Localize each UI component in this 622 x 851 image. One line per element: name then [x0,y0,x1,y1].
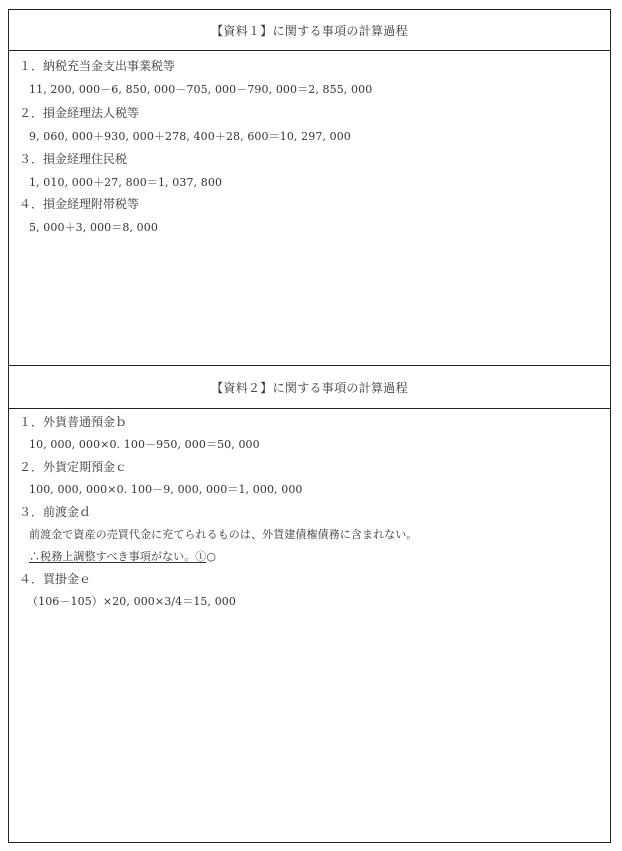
item-label: ２．外貨定期預金ｃ [19,460,128,474]
calc-line: 100, 000, 000×0. 100－9, 000, 000＝1, 000, 000 [29,483,303,496]
calc-line: 11, 200, 000－6, 850, 000－705, 000－790, 000＝2, 855, 000 [29,83,373,96]
item-label: ２．損金経理法人税等 [19,106,140,120]
calc-line: 9, 060, 000＋930, 000＋278, 400＋28, 600＝10, 297, 000 [29,130,351,143]
score-mark: ○ [206,550,217,563]
item-label: １．外貨普通預金ｂ [19,415,128,429]
item-label: ４．損金経理附帯税等 [19,197,140,211]
section-2-title: 【資料２】に関する事項の計算過程 [9,366,610,409]
calc-line: 5, 000＋3, 000＝8, 000 [29,221,158,234]
note-line [29,550,216,564]
calc-line: 前渡金で資産の売買代金に充てられるものは、外貨建債権債務に含まれない。 [29,528,418,541]
item-label: ３．損金経理住民税 [19,152,128,166]
adjustment-note: ∴税務上調整すべき事項がない。① [29,550,207,563]
item-label: ３．前渡金ｄ [19,505,92,519]
item-label: １．納税充当金支出事業税等 [19,59,176,73]
section-1-title: 【資料１】に関する事項の計算過程 [9,10,610,51]
section-1 [9,10,610,365]
calculation-sheet [8,9,611,843]
section-2 [9,365,610,842]
calc-line: 10, 000, 000×0. 100－950, 000＝50, 000 [29,438,260,451]
item-label: ４．買掛金ｅ [19,572,92,586]
calc-line: （106－105）×20, 000×3/4＝15, 000 [27,595,236,608]
calc-line: 1, 010, 000＋27, 800＝1, 037, 800 [29,176,223,189]
